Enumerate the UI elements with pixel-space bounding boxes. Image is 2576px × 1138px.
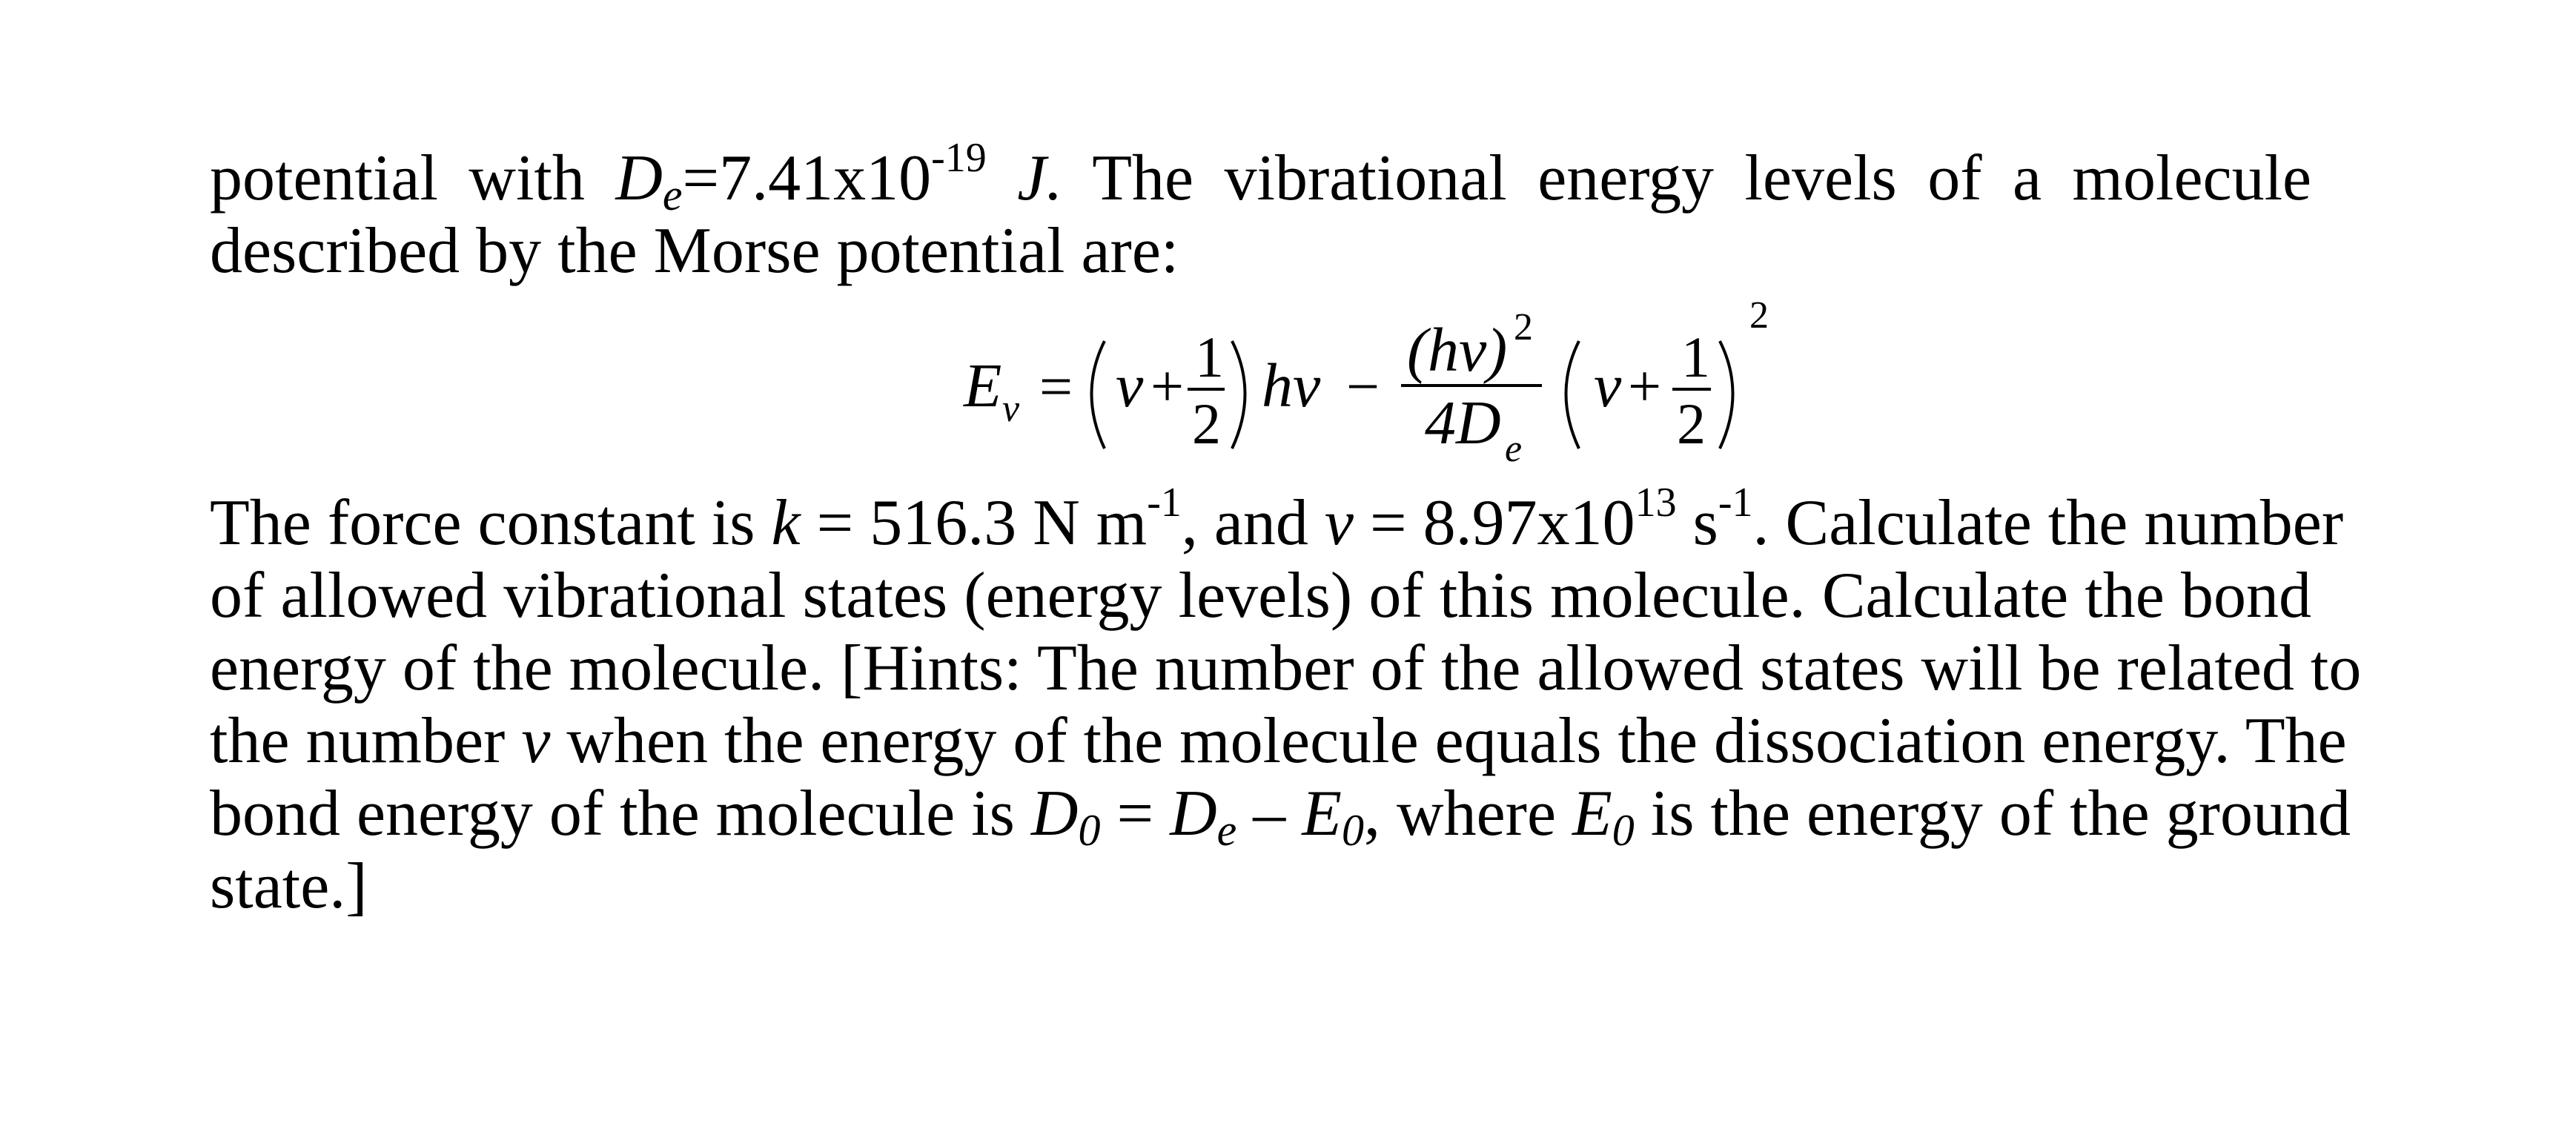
word: energy (1537, 142, 1715, 214)
paragraph2-line4: the number v when the energy of the molecule equals the dissociation energy. The (210, 705, 2347, 777)
paragraph2-line6: state.] (210, 850, 368, 922)
eq-frac2-den: 4D (1425, 388, 1501, 457)
de-value: $D_e=7.41x10^{-19}$ (615, 135, 987, 219)
eq-v2: v (1594, 351, 1622, 420)
word: molecule (2072, 142, 2312, 214)
eq-paren-left-1 (1092, 341, 1105, 449)
eq-outer-exp: 2 (1749, 297, 1769, 337)
word: with (468, 142, 585, 214)
eq-plus1: + (1150, 354, 1185, 420)
eq-minus: − (1346, 354, 1380, 420)
eq-lhs-sub: v (1002, 388, 1020, 430)
word: potential (210, 142, 438, 214)
quantum-number-symbol: v (521, 705, 551, 777)
paragraph1-line2: described by the Morse potential are: (210, 215, 1179, 287)
frequency-symbol: v (1324, 487, 1354, 559)
word: levels (1744, 142, 1897, 214)
word: The (1092, 142, 1194, 214)
eq-paren-right-1 (1232, 341, 1245, 449)
word: of (1927, 142, 1982, 214)
eq-paren-right-2 (1720, 341, 1733, 449)
eq-frac3-num: 1 (1681, 325, 1710, 389)
eq-lhs-symbol: E (964, 351, 1002, 420)
eq-frac2-den-sub: e (1505, 428, 1523, 470)
eq-frac1-num: 1 (1195, 325, 1224, 389)
unit: J. (1017, 142, 1063, 214)
morse-energy-equation (956, 297, 1794, 482)
eq-paren-left-2 (1566, 341, 1580, 449)
paragraph2-line2: of allowed vibrational states (energy levels) of this molecule. Calculate the bond (210, 560, 2311, 632)
word: vibrational (1224, 142, 1507, 214)
eq-frac2-num-exp: 2 (1514, 306, 1533, 348)
eq-plus2: + (1628, 354, 1662, 420)
eq-frac2-num: (hν) (1407, 316, 1508, 385)
eq-v1: v (1116, 351, 1144, 420)
paragraph2-line5: bond energy of the molecule is $D_0 = D_e - E_0$, where $E_0$ is the energy of the ground (210, 778, 2351, 855)
force-constant-symbol: k (771, 487, 801, 559)
eq-equals: = (1039, 354, 1073, 420)
eq-hnu: hν (1262, 351, 1321, 420)
eq-frac1-den: 2 (1192, 391, 1221, 456)
paragraph1-line1 (210, 135, 2312, 219)
paragraph2-line3: energy of the molecule. [Hints: The number of the allowed states will be related to (210, 632, 2362, 704)
eq-frac3-den: 2 (1677, 391, 1706, 456)
paragraph2-line1: The force constant is k = 516.3 N $m^{-1}$, and $v = 8.97x10^{13}$ $s^{-1}$. Calculate the number (210, 480, 2344, 559)
word: a (2013, 142, 2042, 214)
